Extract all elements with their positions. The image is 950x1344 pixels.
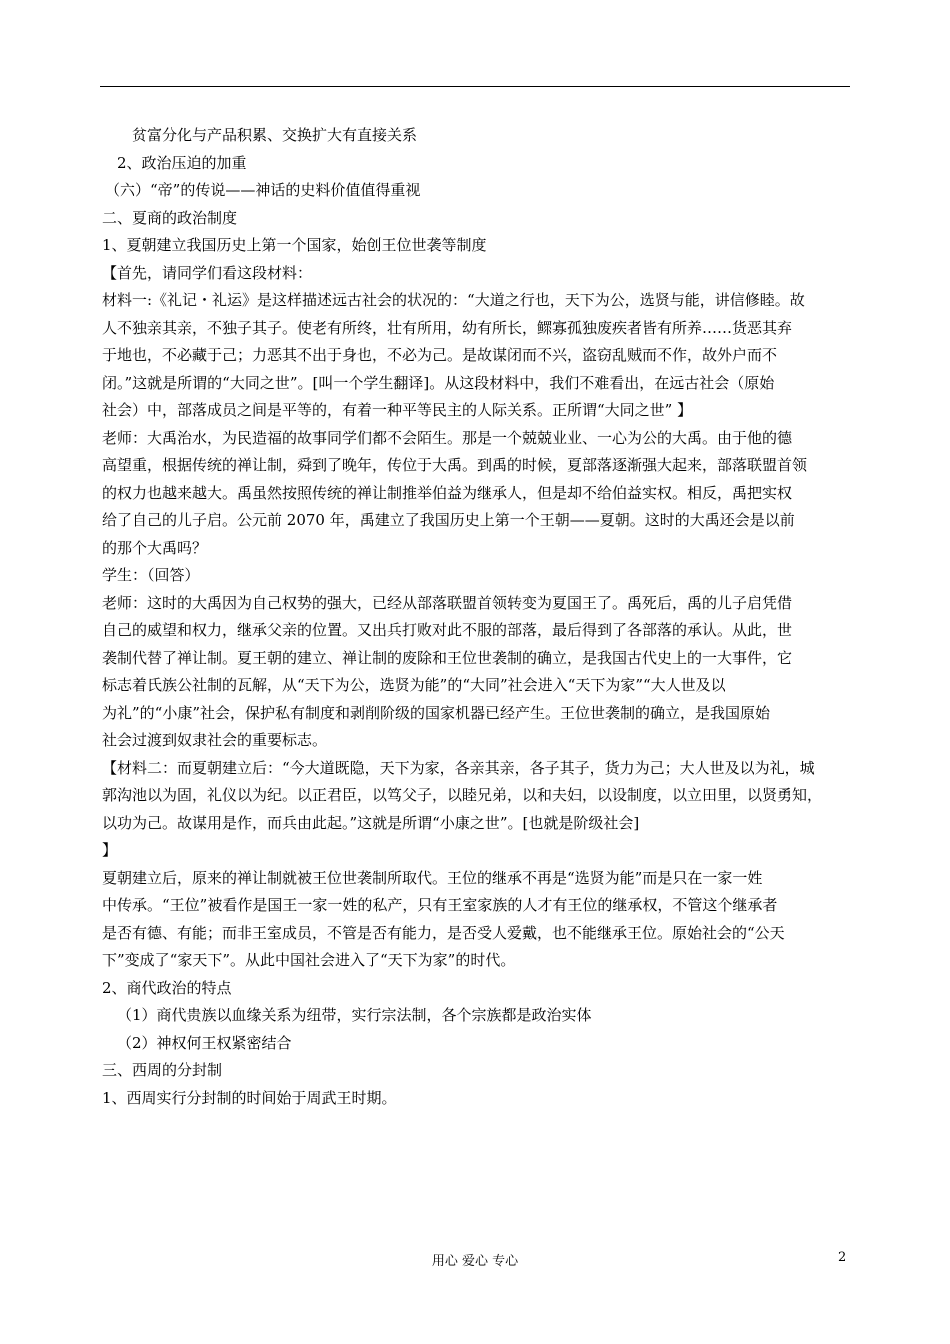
text-line: 郭沟池以为固，礼仪以为纪。以正君臣，以笃父子，以睦兄弟，以和夫妇，以设制度，以立田里，以贤勇知， [102,786,823,804]
text-line: 给了自己的儿子启。公元前 2070 年，禹建立了我国历史上第一个王朝——夏朝。这时的大禹还会是以前 [102,511,795,529]
text-line: 贫富分化与产品积累、交换扩大有直接关系 [132,126,418,144]
text-line: 中传承。“王位”被看作是国王一家一姓的私产，只有王室家族的人才有王位的继承权，不管这个继承者 [102,896,778,914]
text-line: 为礼”的“小康”社会，保护私有制度和剥削阶级的国家机器已经产生。王位世袭制的确立，是我国原始 [102,703,771,722]
text-line: 下”变成了“家天下”。从此中国社会进入了“天下为家”的时代。 [102,951,516,969]
text-line: 材料一:《礼记・礼运》是这样描述远古社会的状况的：“大道之行也，天下为公，选贤与能，讲信修睦。故 [102,291,805,309]
section-heading: 二、夏商的政治制度 [102,208,238,227]
text-line: 2、商代政治的特点 [102,978,232,997]
text-line: 社会过渡到奴隶社会的重要标志。 [102,731,328,749]
text-line: 学生：（回答） [102,566,200,584]
text-line: 老师：这时的大禹因为自己权势的强大，已经从部落联盟首领转变为夏国王了。禹死后，禹的儿子启凭借 [102,593,793,612]
text-line: 1、夏朝建立我国历史上第一个国家，始创王位世袭等制度 [102,236,487,254]
text-line: 标志着氏族公社制的瓦解，从“天下为公，选贤为能”的“大同”社会进入“天下为家”“大人世及以 [102,676,726,694]
text-line: 以功为己。故谋用是作，而兵由此起。”这就是所谓“小康之世”。[也就是阶级社会] [102,813,640,832]
text-line: 社会）中，部落成员之间是平等的，有着一种平等民主的人际关系。正所谓“大同之世” 】 [102,401,693,419]
text-line: 老师：大禹治水，为民造福的故事同学们都不会陌生。那是一个兢兢业业、一心为公的大禹。由于他的德 [102,428,793,447]
text-line: 自己的威望和权力，继承父亲的位置。又出兵打败对此不服的部落，最后得到了各部落的承认。从此，世 [102,621,793,639]
text-line: （2）神权何王权紧密结合 [117,1033,292,1052]
text-line: 2、政治压迫的加重 [117,153,247,172]
text-line: 】 [102,841,118,859]
text-line: 1、西周实行分封制的时间始于周武王时期。 [102,1088,397,1107]
text-line: 高望重，根据传统的禅让制，舜到了晚年，传位于大禹。到禹的时候，夏部落逐渐强大起来，部落联盟首领 [102,456,808,474]
text-line: 闭。”这就是所谓的“大同之世”。[叫一个学生翻译]。从这段材料中，我们不难看出，在远古社会（原始 [102,373,775,392]
section-heading: 三、西周的分封制 [102,1061,223,1079]
text-line: 是否有德、有能；而非王室成员，不管是否有能力，是否受人爱戴，也不能继承王位。原始社会的“公天 [102,923,785,942]
page-number: 2 [838,1250,847,1265]
text-line: 【材料二：而夏朝建立后：“今大道既隐，天下为家，各亲其亲，各子其子，货力为己；大人世及以为礼，城 [102,758,815,777]
header-rule [100,86,850,87]
text-line: 的那个大禹吗？ [102,538,208,557]
text-line: 人不独亲其亲，不独子其子。使老有所终，壮有所用，幼有所长，鳏寡孤独废疾者皆有所养……货恶其弃 [102,318,793,337]
text-line: 的权力也越来越大。禹虽然按照传统的禅让制推举伯益为继承人，但是却不给伯益实权。相反，禹把实权 [102,483,793,502]
text-line: 袭制代替了禅让制。夏王朝的建立、禅让制的废除和王位世袭制的确立，是我国古代史上的一大事件，它 [102,648,793,667]
text-line: 夏朝建立后，原来的禅让制就被王位世袭制所取代。王位的继承不再是“选贤为能”而是只在一家一姓 [102,868,763,887]
document-body [102,122,852,1112]
footer-motto: 用心 爱心 专心 [431,1254,519,1269]
text-line: 于地也，不必藏于己；力恶其不出于身也，不必为己。是故谋闭而不兴，盗窃乱贼而不作，故外户而不 [102,346,778,364]
text-line: （六）“帝”的传说——神话的史料价值值得重视 [105,181,421,199]
text-line: 【首先，请同学们看这段材料： [102,263,313,282]
text-line: （1）商代贵族以血缘关系为纽带，实行宗法制，各个宗族都是政治实体 [117,1006,592,1024]
